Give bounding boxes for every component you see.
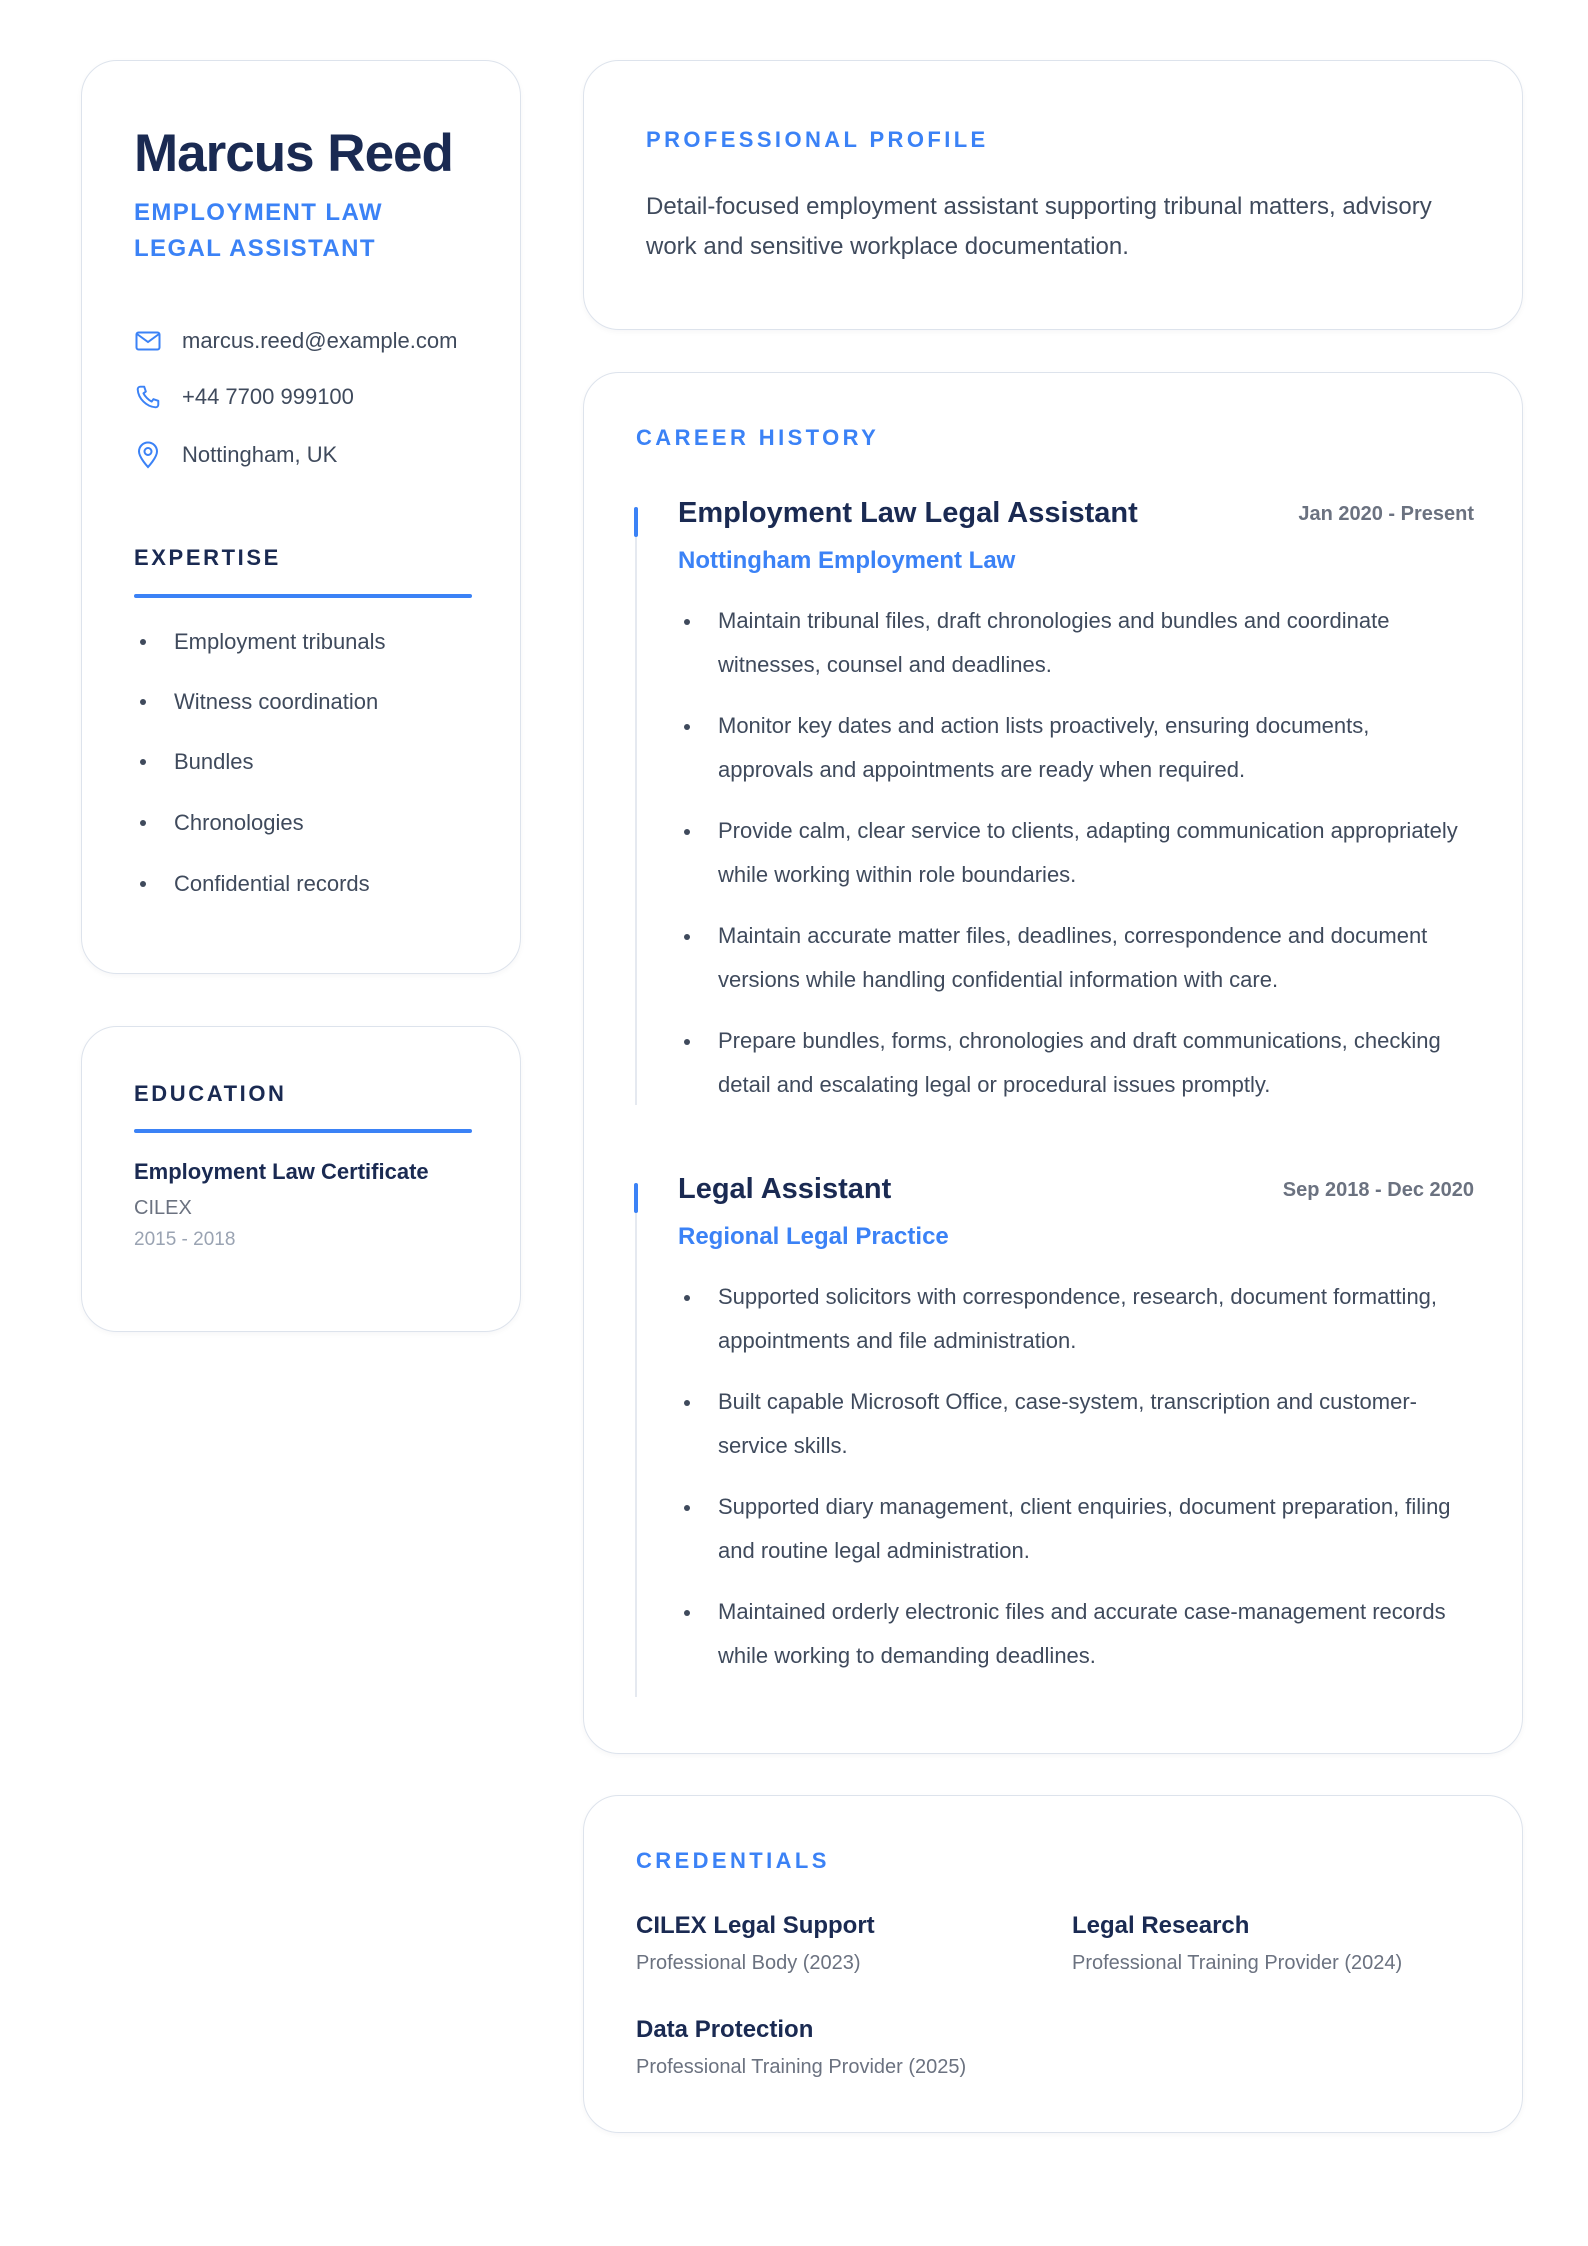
profile-heading: PROFESSIONAL PROFILE (646, 127, 989, 152)
job-bullet (678, 1275, 1458, 1363)
expertise-item (134, 629, 386, 655)
phone-icon (134, 383, 162, 411)
credentials-card (583, 1795, 1523, 2133)
expertise-label: Bundles (174, 749, 254, 774)
job-bullet-text: Supported diary management, client enquiries, document preparation, filing and routine legal administration. (718, 1494, 1451, 1563)
bullet-dot (684, 829, 690, 835)
expertise-label: Confidential records (174, 871, 370, 896)
job-accent-bar (634, 507, 638, 537)
headline-line-1: EMPLOYMENT LAW (134, 199, 383, 226)
bullet-dot (140, 759, 146, 765)
job-accent-bar (634, 1183, 638, 1213)
job-bullet (678, 1590, 1458, 1678)
job-bullet-text: Monitor key dates and action lists proactively, ensuring documents, approvals and appointments are ready when required. (718, 713, 1370, 782)
job-bullet-text: Prepare bundles, forms, chronologies and draft communications, checking detail and escalating legal or procedural issues promptly. (718, 1028, 1441, 1097)
bullet-dot (140, 639, 146, 645)
job-company: Nottingham Employment Law (678, 547, 1016, 574)
credential-item (636, 2016, 966, 2079)
expertise-item (134, 810, 304, 836)
expertise-label: Chronologies (174, 810, 304, 835)
expertise-item (134, 749, 254, 775)
education-degree: Employment Law Certificate (134, 1159, 429, 1184)
career-heading: CAREER HISTORY (636, 425, 880, 450)
bullet-dot (684, 1610, 690, 1616)
job-bullet-text: Maintained orderly electronic files and accurate case-management records while working to demanding deadlines. (718, 1599, 1446, 1668)
job-bullet-text: Supported solicitors with correspondence, research, document formatting, appointments and file administration. (718, 1284, 1438, 1353)
job-bullet (678, 1485, 1458, 1573)
bullet-dot (684, 619, 690, 625)
credential-item (1072, 1912, 1402, 1975)
credential-meta: Professional Training Provider (2024) (1072, 1952, 1403, 1974)
job-bullets (678, 1275, 1458, 1695)
bullet-dot (684, 724, 690, 730)
bullet-dot (684, 934, 690, 940)
job-bullet-text: Built capable Microsoft Office, case-system, transcription and customer-service skills. (718, 1389, 1417, 1458)
job-bullet (678, 704, 1458, 792)
credential-item (636, 1912, 875, 1975)
bullet-dot (140, 820, 146, 826)
job-title: Legal Assistant (678, 1173, 892, 1205)
job-bullet (678, 809, 1458, 897)
email-text: marcus.reed@example.com (182, 328, 458, 353)
expertise-divider (134, 594, 472, 598)
phone-text: +44 7700 999100 (182, 384, 354, 409)
job-timeline-line (635, 537, 637, 1105)
credential-meta: Professional Training Provider (2025) (636, 2056, 967, 2078)
expertise-label: Employment tribunals (174, 629, 386, 654)
bullet-dot (140, 699, 146, 705)
education-card (81, 1026, 521, 1332)
expertise-item (134, 871, 370, 897)
profile-summary: Detail-focused employment assistant supporting tribunal matters, advisory work and sensitive workplace documentation. (646, 193, 1432, 260)
credential-meta: Professional Body (2023) (636, 1952, 861, 1974)
job-bullets (678, 599, 1458, 1124)
expertise-label: Witness coordination (174, 689, 379, 714)
bullet-dot (684, 1505, 690, 1511)
location-text: Nottingham, UK (182, 442, 338, 467)
education-institution: CILEX (134, 1197, 192, 1219)
education-divider (134, 1129, 472, 1133)
bullet-dot (684, 1039, 690, 1045)
headline-line-2: LEGAL ASSISTANT (134, 235, 376, 262)
job-bullet-text: Maintain tribunal files, draft chronologies and bundles and coordinate witnesses, counsel and deadlines. (718, 608, 1390, 677)
job-bullet (678, 1019, 1458, 1107)
bullet-dot (684, 1295, 690, 1301)
identity-card (81, 60, 521, 974)
location-pin-icon (134, 441, 162, 469)
job-bullet (678, 914, 1458, 1002)
job-company: Regional Legal Practice (678, 1223, 949, 1250)
education-heading: EDUCATION (134, 1081, 287, 1106)
expertise-item (134, 689, 378, 715)
job-dates: Jan 2020 - Present (1298, 503, 1474, 525)
job-timeline-line (635, 1213, 637, 1697)
bullet-dot (684, 1400, 690, 1406)
candidate-headline (134, 195, 454, 267)
contact-phone[interactable] (134, 383, 354, 411)
credentials-heading: CREDENTIALS (636, 1848, 830, 1873)
job-bullet (678, 599, 1458, 687)
job-title: Employment Law Legal Assistant (678, 497, 1138, 529)
bullet-dot (140, 881, 146, 887)
profile-card (583, 60, 1523, 330)
contact-email[interactable] (134, 327, 457, 355)
education-years: 2015 - 2018 (134, 1229, 236, 1250)
candidate-name: Marcus Reed (134, 124, 453, 183)
expertise-heading: EXPERTISE (134, 545, 281, 570)
mail-icon (134, 327, 162, 355)
credential-title: Data Protection (636, 2016, 814, 2043)
credential-title: CILEX Legal Support (636, 1912, 875, 1939)
contact-location (134, 441, 337, 469)
career-card (583, 372, 1523, 1754)
credential-title: Legal Research (1072, 1912, 1250, 1939)
job-dates: Sep 2018 - Dec 2020 (1282, 1179, 1474, 1201)
job-bullet (678, 1380, 1458, 1468)
job-bullet-text: Provide calm, clear service to clients, adapting communication appropriately while working within role boundaries. (718, 818, 1458, 887)
job-bullet-text: Maintain accurate matter files, deadlines, correspondence and document versions while handling confidential information with care. (718, 923, 1428, 992)
